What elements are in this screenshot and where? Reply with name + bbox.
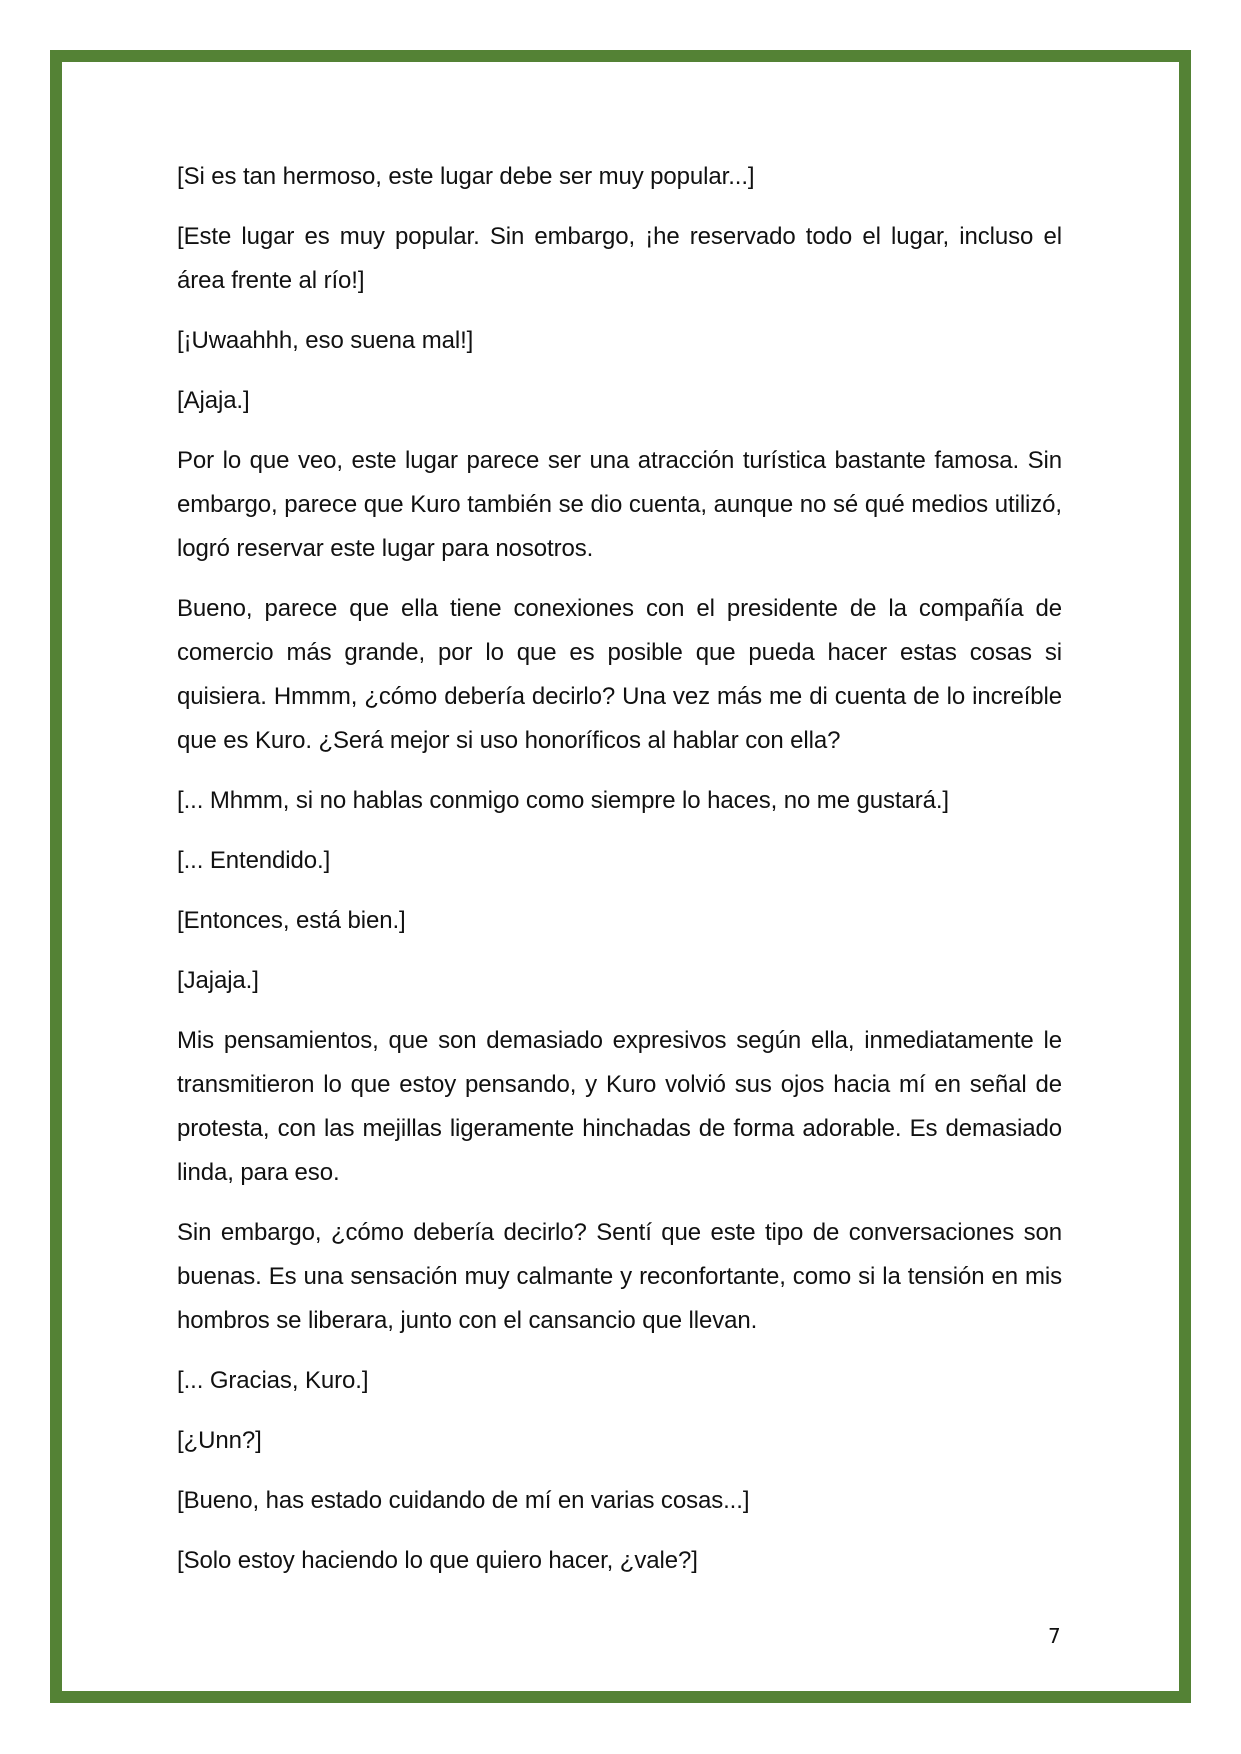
dialogue-line: [Este lugar es muy popular. Sin embargo, ¡he reservado todo el lugar, incluso el área frente al río!] <box>177 223 1062 294</box>
dialogue-line: [¿Unn?] <box>177 1427 262 1454</box>
dialogue-line: [Jajaja.] <box>177 967 259 994</box>
dialogue-line: [Bueno, has estado cuidando de mí en varias cosas...] <box>177 1487 750 1514</box>
narration-paragraph: Por lo que veo, este lugar parece ser una atracción turística bastante famosa. Sin embargo, parece que Kuro también se dio cuenta, aunque no sé qué medios utilizó, logró reservar este lugar para nosotros. <box>177 447 1062 562</box>
narration-paragraph: Sin embargo, ¿cómo debería decirlo? Sentí que este tipo de conversaciones son buenas. Es una sensación muy calmante y reconfortante, como si la tensión en mis hombros se liberara, junto con el cansancio que llevan. <box>177 1219 1062 1334</box>
dialogue-line: [Entonces, está bien.] <box>177 907 406 934</box>
document-body <box>177 155 1062 1599</box>
dialogue-line: [... Entendido.] <box>177 847 331 874</box>
page-number: 7 <box>1048 1624 1061 1648</box>
narration-paragraph: Mis pensamientos, que son demasiado expresivos según ella, inmediatamente le transmitieron lo que estoy pensando, y Kuro volvió sus ojos hacia mí en señal de protesta, con las mejillas ligeramente hinchadas de forma adorable. Es demasiado linda, para eso. <box>177 1027 1062 1186</box>
dialogue-line: [Si es tan hermoso, este lugar debe ser muy popular...] <box>177 163 755 190</box>
dialogue-line: [Ajaja.] <box>177 387 250 414</box>
narration-paragraph: Bueno, parece que ella tiene conexiones con el presidente de la compañía de comercio más grande, por lo que es posible que pueda hacer estas cosas si quisiera. Hmmm, ¿cómo debería decirlo? Una vez más me di cuenta de lo increíble que es Kuro. ¿Será mejor si uso honoríficos al hablar con ella? <box>177 595 1062 754</box>
dialogue-line: [... Gracias, Kuro.] <box>177 1367 369 1394</box>
dialogue-line: [Solo estoy haciendo lo que quiero hacer, ¿vale?] <box>177 1547 698 1574</box>
dialogue-line: [... Mhmm, si no hablas conmigo como siempre lo haces, no me gustará.] <box>177 787 950 814</box>
dialogue-line: [¡Uwaahhh, eso suena mal!] <box>177 327 474 354</box>
